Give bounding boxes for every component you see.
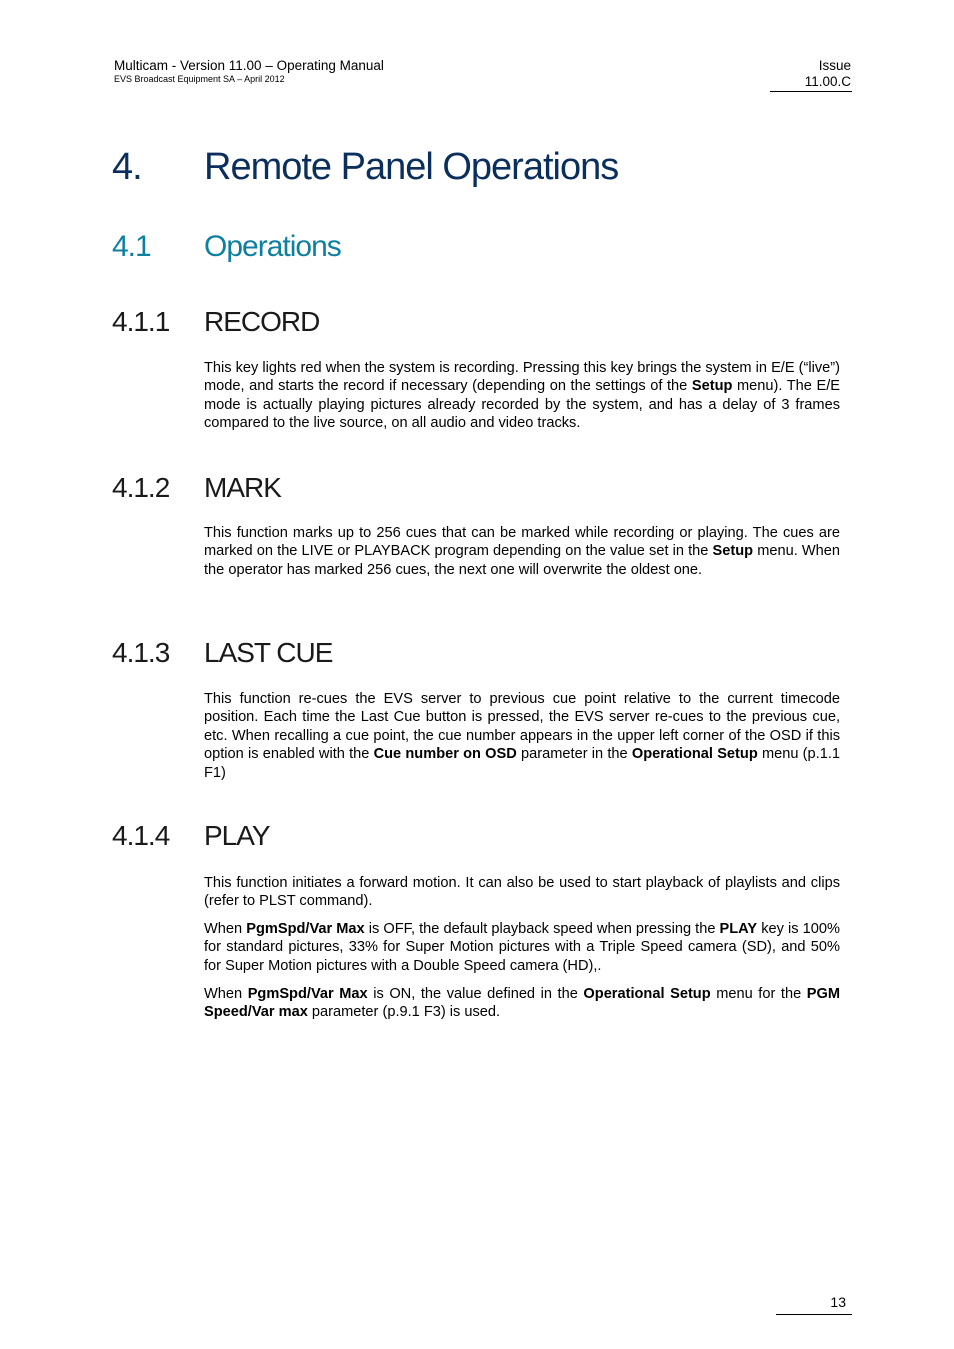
bold-term: Operational Setup [583, 986, 711, 1002]
header-rule [770, 91, 852, 92]
footer-rule [776, 1314, 852, 1315]
bold-term: Setup [691, 378, 733, 395]
bold-term: Cue number on OSD [373, 746, 517, 763]
bold-term: PgmSpd/Var Max [246, 921, 365, 937]
bold-term: PLAY [719, 921, 758, 937]
subsection-number: 4.1.4 [112, 820, 170, 851]
paragraph: This key lights red when the system is recording. Pressing this key brings the system in E/E (“live”) mode, and starts the record if necessary (depending on the settings of the Setup menu). The E/E mode is actually playing pictures already recorded by the system, and has a delay of 3 frames compared to the live source, on all audio and video tracks. [204, 360, 840, 432]
issue-label: Issue [818, 58, 851, 73]
paragraph: This function re-cues the EVS server to previous cue point relative to the current timecode position. Each time the Last Cue button is pressed, the EVS server re-cues to the previous cue, etc. When recalling a cue point, the cue number appears in the upper left corner of the OSD if this option is enabled with the Cue number on OSD parameter in the Operational Setup menu (p.1.1 F1) [204, 691, 841, 781]
bold-term: PGM Speed/Var max [204, 986, 841, 1021]
issue-block [770, 58, 851, 90]
paragraph: This function marks up to 256 cues that can be marked while recording or playing. The cues are marked on the LIVE or PLAYBACK program depending on the value set in the Setup menu. When the operator has marked 256 cues, the next one will overwrite the oldest one. [204, 525, 841, 578]
issue-number: 11.00.C [804, 74, 851, 89]
page-number: 13 [830, 1294, 846, 1310]
subsection-title: PLAY [204, 820, 270, 851]
subsection-number: 4.1.3 [112, 637, 170, 668]
chapter-title: Remote Panel Operations [204, 146, 619, 188]
paragraph: This function initiates a forward motion. It can also be used to start playback of playlists and clips (refer to PLST command). [204, 875, 840, 910]
section-number: 4.1 [112, 230, 151, 263]
bold-term: Operational Setup [631, 746, 758, 763]
paragraph: When PgmSpd/Var Max is ON, the value defined in the Operational Setup menu for the PGM Speed/Var max parameter (p.9.1 F3) is used. [204, 986, 841, 1021]
bold-term: PgmSpd/Var Max [247, 986, 368, 1002]
subsection-number: 4.1.2 [112, 472, 170, 503]
section-title: Operations [204, 230, 341, 263]
subsection-title: LAST CUE [204, 637, 333, 668]
bold-term: Setup [712, 543, 754, 560]
subsection-number: 4.1.1 [112, 306, 170, 337]
chapter-number: 4. [112, 146, 142, 188]
subsection-title: MARK [204, 472, 281, 503]
subsection-title: RECORD [204, 306, 320, 337]
document-subtitle: EVS Broadcast Equipment SA – April 2012 [114, 74, 285, 84]
document-title: Multicam - Version 11.00 – Operating Manual [114, 58, 384, 73]
paragraph: When PgmSpd/Var Max is OFF, the default playback speed when pressing the PLAY key is 100% for standard pictures, 33% for Super Motion pictures with a Triple Speed camera (SD), and 50% for Super Motion pictures with a Double Speed camera (HD),. [204, 921, 840, 974]
